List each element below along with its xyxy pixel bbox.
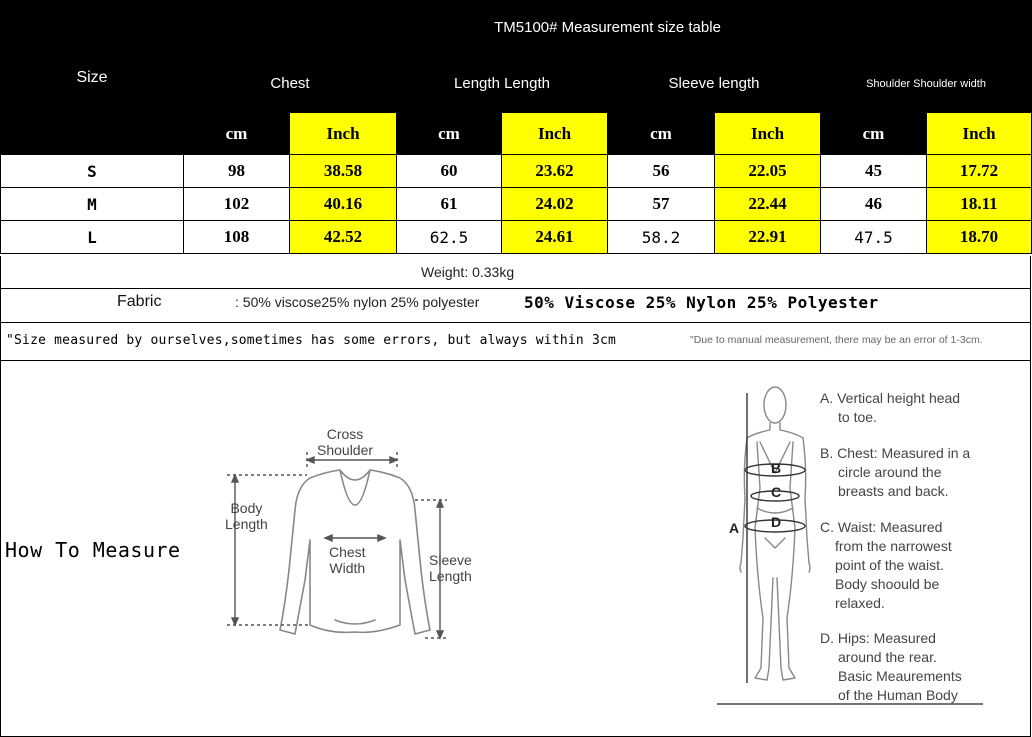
unit-inch: Inch	[290, 113, 397, 155]
shoulder-inch: 18.70	[927, 221, 1032, 254]
fabric-english: 50% Viscose 25% Nylon 25% Polyester	[524, 293, 879, 312]
weight-row	[0, 256, 1031, 289]
sleeve-inch: 22.91	[715, 221, 821, 254]
sweater-diagram	[215, 420, 495, 660]
chest-inch: 42.52	[290, 221, 397, 254]
chest-cm: 102	[184, 188, 290, 221]
unit-inch: Inch	[502, 113, 608, 155]
measurement-note-small: "Due to manual measurement, there may be an error of 1-3cm.	[690, 334, 983, 346]
length-cm: 61	[397, 188, 502, 221]
unit-inch: Inch	[927, 113, 1032, 155]
shoulder-cm: 45	[821, 155, 927, 188]
body-letter-c: C	[771, 484, 782, 500]
sleeve-header: Sleeve length	[608, 55, 821, 113]
unit-cm: cm	[397, 113, 502, 155]
shoulder-cm: 47.5	[821, 221, 927, 254]
left-border	[0, 256, 1, 736]
chest-inch: 38.58	[290, 155, 397, 188]
table-title: TM5100# Measurement size table	[184, 1, 1032, 55]
shoulder-header: Shoulder Shoulder width	[821, 55, 1032, 113]
fabric-label: Fabric	[117, 293, 162, 310]
length-inch: 24.61	[502, 221, 608, 254]
sleeve-cm: 57	[608, 188, 715, 221]
chest-width-label: Chest Width	[329, 544, 366, 576]
sleeve-inch: 22.05	[715, 155, 821, 188]
length-cm: 62.5	[397, 221, 502, 254]
body-letter-a: A	[729, 520, 740, 536]
body-note-a: A. Vertical height head to toe.	[820, 390, 961, 425]
right-border	[1030, 256, 1031, 736]
weight-text: Weight: 0.33kg	[421, 264, 515, 280]
shoulder-cm: 46	[821, 188, 927, 221]
table-row	[1, 188, 1032, 221]
chest-cm: 108	[184, 221, 290, 254]
measurement-table	[0, 0, 1032, 254]
size-cell: M	[1, 188, 184, 221]
table-row	[1, 221, 1032, 254]
length-cm: 60	[397, 155, 502, 188]
body-letter-b: B	[771, 460, 782, 476]
chest-cm: 98	[184, 155, 290, 188]
body-diagram	[715, 378, 1005, 708]
sleeve-inch: 22.44	[715, 188, 821, 221]
body-note-b: B. Chest: Measured in a circle around the breasts and back.	[820, 445, 971, 499]
size-header: Size	[1, 1, 184, 155]
size-cell: L	[1, 221, 184, 254]
body-note-c: C. Waist: Measured from the narrowest point of the waist. Body shoould be relaxed.	[820, 519, 952, 611]
sleeve-cm: 58.2	[608, 221, 715, 254]
length-header: Length Length	[397, 55, 608, 113]
how-to-measure-title: How To Measure	[5, 538, 181, 562]
chest-header: Chest	[184, 55, 397, 113]
sleeve-cm: 56	[608, 155, 715, 188]
shoulder-inch: 18.11	[927, 188, 1032, 221]
body-length-label: Body Length	[225, 500, 268, 532]
unit-cm: cm	[608, 113, 715, 155]
sleeve-length-label: Sleeve Length	[429, 552, 472, 584]
shoulder-inch: 17.72	[927, 155, 1032, 188]
table-row	[1, 155, 1032, 188]
chest-inch: 40.16	[290, 188, 397, 221]
cross-shoulder-label: Cross Shoulder	[317, 426, 374, 458]
length-inch: 24.02	[502, 188, 608, 221]
fabric-value: : 50% viscose25% nylon 25% polyester	[235, 294, 480, 310]
body-note-d: D. Hips: Measured around the rear. Basic Meaurements of the Human Body	[820, 630, 962, 703]
size-cell: S	[1, 155, 184, 188]
body-letter-d: D	[771, 514, 782, 530]
measurement-note: "Size measured by ourselves,sometimes has some errors, but always within 3cm	[6, 333, 617, 348]
unit-cm: cm	[184, 113, 290, 155]
unit-inch: Inch	[715, 113, 821, 155]
length-inch: 23.62	[502, 155, 608, 188]
unit-cm: cm	[821, 113, 927, 155]
